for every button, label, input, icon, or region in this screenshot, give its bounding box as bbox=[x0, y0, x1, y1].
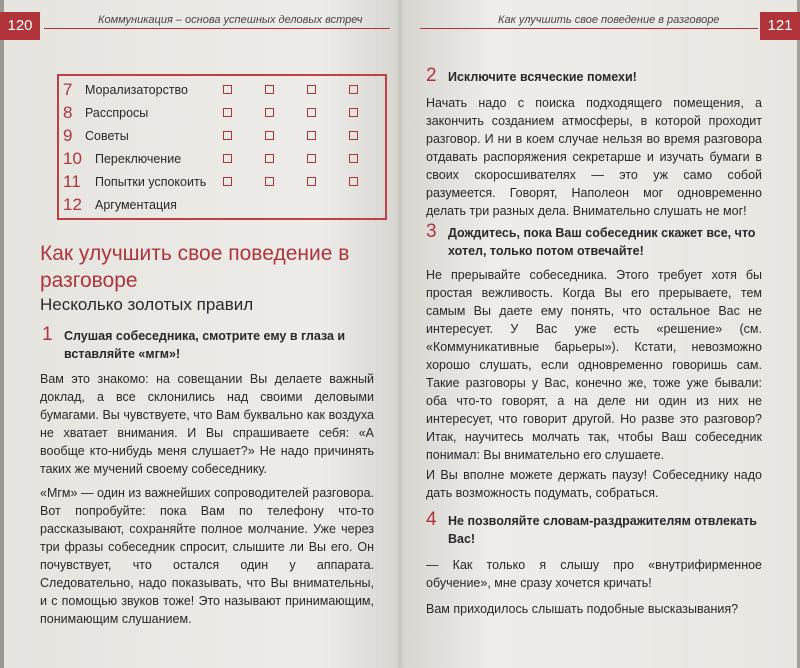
checkbox[interactable] bbox=[349, 177, 358, 186]
running-head: Как улучшить свое поведение в разговоре bbox=[498, 14, 720, 26]
checkbox[interactable] bbox=[349, 108, 358, 117]
table-row bbox=[59, 147, 385, 170]
rule-title: Исключите всяческие помехи! bbox=[448, 70, 637, 84]
rule-number: 3 bbox=[426, 221, 437, 242]
row-number: 12 bbox=[63, 195, 82, 214]
paragraph: «Мгм» — один из важнейших сопроводителей разговора. Вот попробуйте: пока Вам по телефону что-то рассказывают, сохраняйте полное молчание. Уже через три фразы собеседник спросит, слышите ли Вы его. Он почувствует, что остался один у аппарата. Следовательно, надо показывать, что Вы внимательны, и с помощью звуков тоже! Это называют принимающим, понимающим слушанием. bbox=[40, 486, 374, 626]
checkbox[interactable] bbox=[307, 85, 316, 94]
checkbox[interactable] bbox=[223, 85, 232, 94]
row-label: Советы bbox=[85, 129, 129, 143]
rule-title: Не позволяйте словам-раздражителям отвлекать Вас! bbox=[448, 514, 757, 546]
paragraph: Вам приходилось слышать подобные высказывания? bbox=[426, 602, 739, 616]
checkbox[interactable] bbox=[265, 177, 274, 186]
checkbox[interactable] bbox=[223, 154, 232, 163]
checkbox[interactable] bbox=[307, 131, 316, 140]
paragraph: — Как только я слышу про «внутрифирменное обучение», мне сразу хочется кричать! bbox=[426, 558, 762, 590]
row-number: 11 bbox=[63, 172, 81, 191]
row-label: Попытки успокоить bbox=[95, 175, 207, 189]
checkbox[interactable] bbox=[307, 108, 316, 117]
running-head: Коммуникация – основа успешных деловых встреч bbox=[98, 14, 363, 26]
checkbox[interactable] bbox=[349, 85, 358, 94]
row-label: Переключение bbox=[95, 152, 182, 166]
rule-number: 4 bbox=[426, 509, 437, 530]
rule-1 bbox=[42, 324, 382, 367]
table-row bbox=[59, 193, 385, 216]
row-number: 7 bbox=[63, 80, 73, 99]
checkbox[interactable] bbox=[307, 177, 316, 186]
checkbox[interactable] bbox=[265, 131, 274, 140]
rule-number: 2 bbox=[426, 65, 437, 86]
header-rule bbox=[44, 28, 390, 29]
row-label: Аргументация bbox=[95, 198, 177, 212]
row-number: 10 bbox=[63, 149, 82, 168]
rule-3 bbox=[426, 221, 766, 264]
page-number: 120 bbox=[0, 12, 40, 40]
checkbox[interactable] bbox=[265, 154, 274, 163]
checkbox[interactable] bbox=[223, 131, 232, 140]
left-page bbox=[0, 0, 398, 668]
rule-2 bbox=[426, 65, 766, 90]
checkbox[interactable] bbox=[223, 108, 232, 117]
table-row bbox=[59, 78, 385, 101]
header-rule bbox=[420, 28, 758, 29]
paragraph: Начать надо с поиска подходящего помещения, а закончить созданием атмосферы, в которой проходит разговор. И ни в коем случае нельзя во время разговора отдавать распоряжения секретарше и изучать бумаги в своих скоросшивателях — это уж само собой разумеется. Говорят, Наполеон мог одновременно делать три разных дела. Внимательно слушать не мог! bbox=[426, 96, 762, 218]
row-label: Морализаторство bbox=[85, 83, 189, 97]
table-row bbox=[59, 170, 385, 193]
checkbox[interactable] bbox=[307, 154, 316, 163]
table-row bbox=[59, 101, 385, 124]
row-number: 8 bbox=[63, 103, 73, 122]
paragraph: И Вы вполне можете держать паузу! Собеседнику надо дать возможность подумать, собраться. bbox=[426, 468, 762, 500]
paragraph: Не прерывайте собеседника. Этого требует хотя бы простая вежливость. Когда Вы его прерываете, тем самым Вы даете ему понять, что остальное Вас не интересует. У Вас уже есть «решение» (см. «Коммуникативные барьеры»). Кстати, невозможно хорошо слушать, если одновременно говоришь сам. Такие разговоры у Вас, конечно же, тоже уже бывали: оба что-то говорят, а на деле ни один из них не интересует, что говорит другой. Но разве это разговор? Итак, научитесь молчать так, чтобы Ваш собеседник понимал: Вы внимательно его слушаете. bbox=[426, 268, 762, 462]
rule-number: 1 bbox=[42, 324, 53, 345]
checkbox[interactable] bbox=[349, 154, 358, 163]
table-row bbox=[59, 124, 385, 147]
page-number: 121 bbox=[760, 12, 800, 40]
checkbox[interactable] bbox=[223, 177, 232, 186]
row-label: Расспросы bbox=[85, 106, 149, 120]
rule-4 bbox=[426, 509, 766, 552]
section-heading: Как улучшить свое поведение в разговоре bbox=[40, 242, 350, 292]
row-number: 9 bbox=[63, 126, 73, 145]
subsection-heading: Несколько золотых правил bbox=[40, 295, 254, 314]
right-page bbox=[402, 0, 800, 668]
rule-title: Дождитесь, пока Ваш собеседник скажет все, что хотел, только потом отвечайте! bbox=[448, 226, 756, 258]
rule-title: Слушая собеседника, смотрите ему в глаза и вставляйте «мгм»! bbox=[64, 329, 346, 361]
checkbox[interactable] bbox=[265, 108, 274, 117]
checklist-table bbox=[57, 74, 387, 220]
paragraph: Вам это знакомо: на совещании Вы делаете важный доклад, а все склонились над своими деловыми бумагами. Вы чувствуете, что Вам буквально как воздуха не хватает внимания. И Вы спрашиваете себя: «А вообще кто-нибудь меня слушает?» Не надо причинять таких же мучений своему собеседнику. bbox=[40, 372, 374, 476]
checkbox[interactable] bbox=[349, 131, 358, 140]
checkbox[interactable] bbox=[265, 85, 274, 94]
